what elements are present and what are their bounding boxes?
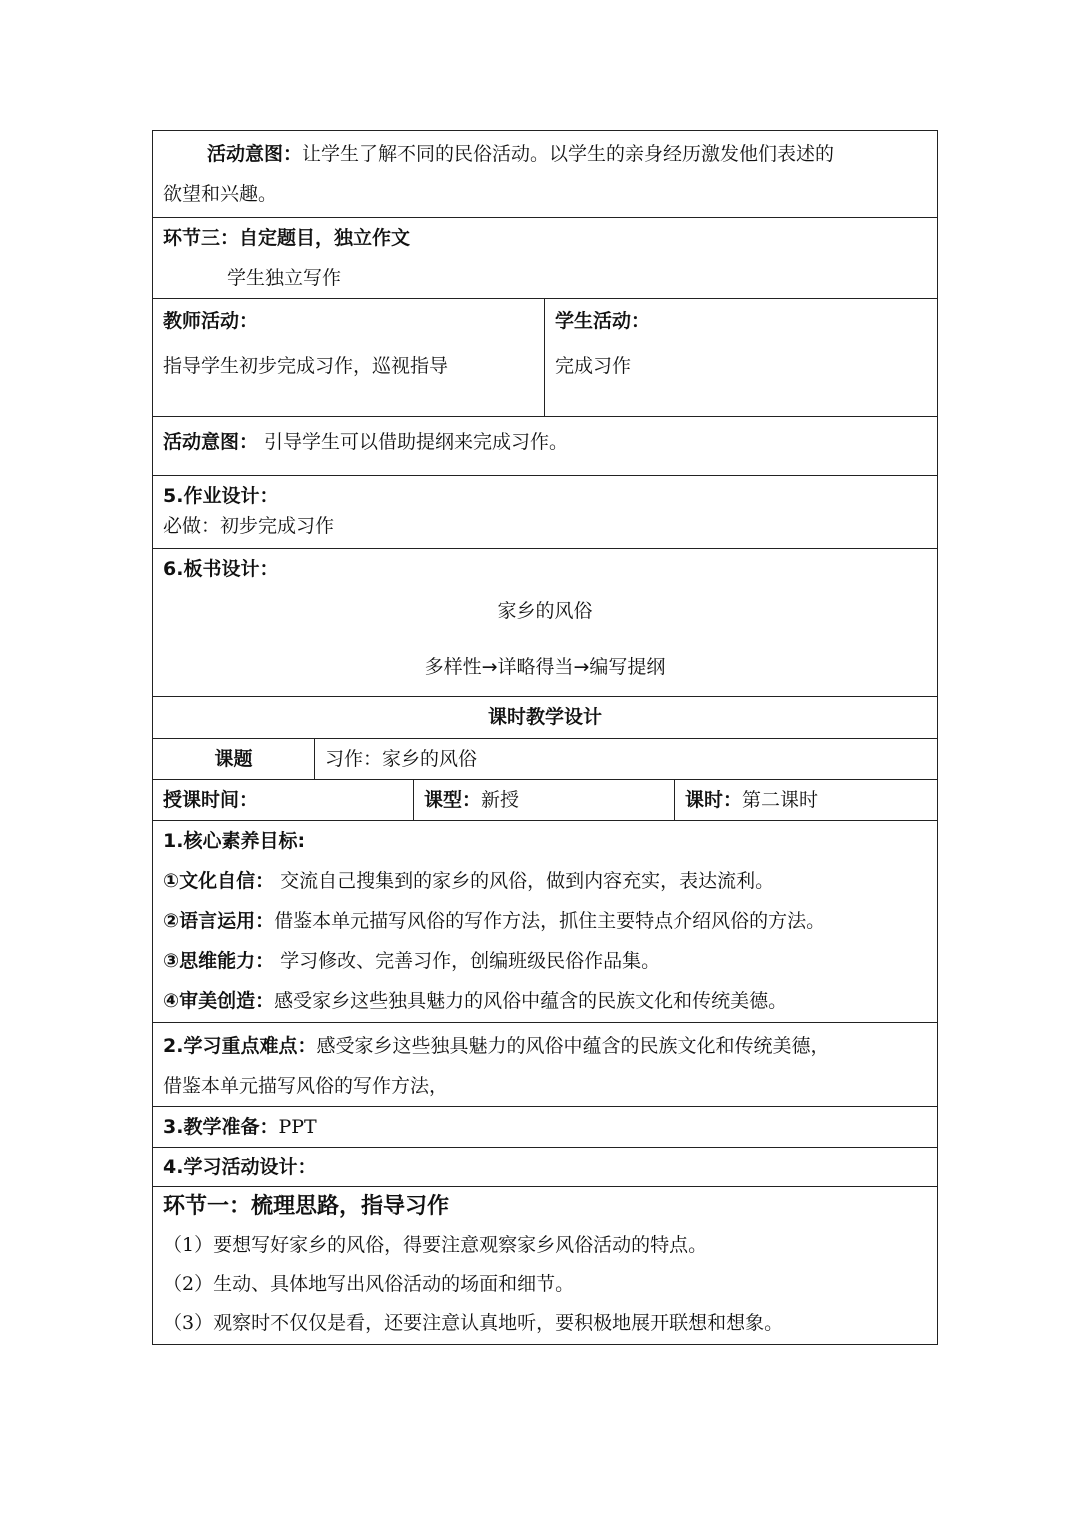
stage-three-row: [153, 218, 938, 299]
activity-intent-row-2: [153, 417, 938, 476]
activity-intent-text-2: 引导学生可以借助提纲来完成习作。: [258, 431, 569, 453]
stage-one-title: 环节一：梳理思路，指导习作: [163, 1194, 450, 1219]
student-activity-text: 完成习作: [555, 355, 632, 377]
stage-one-item-1: （1）要想写好家乡的风俗，得要注意观察家乡风俗活动的特点。: [163, 1234, 708, 1256]
lesson-plan-page: [152, 130, 937, 1345]
board-design-row: [153, 549, 938, 697]
activity-intent-text-cont: 欲望和兴趣。: [163, 183, 278, 205]
teacher-activity-label: 教师活动：: [163, 310, 259, 332]
stage-three-title: 环节三：自定题目，独立作文: [163, 227, 411, 249]
goal-text-2: 借鉴本单元描写风俗的写作方法，抓住主要特点介绍风俗的方法。: [274, 910, 826, 932]
activity-design-row: [153, 1148, 938, 1187]
goal-text-1: 交流自己搜集到的家乡的风俗，做到内容充实，表达流利。: [274, 870, 775, 892]
preparation-text: PPT: [278, 1116, 317, 1138]
topic-value: 习作：家乡的风俗: [315, 739, 938, 780]
core-goals-label: 1.核心素养目标:: [163, 830, 306, 852]
activity-design-label: 4.学习活动设计：: [153, 1148, 938, 1187]
core-goals-row: [153, 821, 938, 1023]
homework-text: 必做：初步完成习作: [163, 515, 335, 537]
teacher-activity-text: 指导学生初步完成习作，巡视指导: [163, 355, 449, 377]
lesson-period-value: 第二课时: [742, 789, 819, 811]
goal-text-4: 感受家乡这些独具魅力的风俗中蕴含的民族文化和传统美德。: [274, 990, 788, 1012]
key-difficulty-text: 感受家乡这些独具魅力的风俗中蕴含的民族文化和传统美德，: [316, 1035, 830, 1057]
goal-label-3: ③思维能力：: [163, 950, 275, 972]
homework-label: 5.作业设计：: [163, 485, 279, 507]
key-difficulty-text-cont: 借鉴本单元描写风俗的写作方法，: [163, 1075, 449, 1097]
homework-row: [153, 476, 938, 549]
preparation-label: 3.教学准备：: [163, 1116, 279, 1138]
activity-intent-label: 活动意图：: [207, 143, 303, 165]
activity-intent-text: 让学生了解不同的民俗活动。以学生的亲身经历激发他们表述的: [302, 143, 835, 165]
lesson-time-label: 授课时间：: [153, 780, 414, 821]
stage-one-item-2: （2）生动、具体地写出风俗活动的场面和细节。: [163, 1273, 575, 1295]
goal-label-2: ②语言运用：: [163, 910, 275, 932]
lesson-design-heading-row: [153, 697, 938, 739]
goal-text-3: 学习修改、完善习作，创编班级民俗作品集。: [274, 950, 661, 972]
lesson-plan-table: [152, 130, 938, 1345]
lesson-design-heading: 课时教学设计: [153, 697, 938, 739]
student-activity-label: 学生活动：: [555, 310, 651, 332]
board-design-label: 6.板书设计：: [163, 558, 279, 580]
stage-one-item-3: （3）观察时不仅仅是看，还要注意认真地听，要积极地展开联想和想象。: [163, 1312, 784, 1334]
key-difficulty-label: 2.学习重点难点：: [163, 1035, 317, 1057]
board-design-title: 家乡的风俗: [497, 600, 593, 622]
board-design-outline: 多样性→详略得当→编写提纲: [424, 656, 666, 678]
lesson-type-label: 课型：: [424, 789, 482, 811]
goal-label-4: ④审美创造：: [163, 990, 275, 1012]
stage-three-sub: 学生独立写作: [227, 267, 342, 289]
topic-label: 课题: [153, 739, 315, 780]
preparation-row: [153, 1107, 938, 1148]
goal-label-1: ①文化自信：: [163, 870, 275, 892]
activities-row: [153, 299, 938, 417]
key-difficulty-row: [153, 1023, 938, 1107]
activity-intent-label-2: 活动意图：: [163, 431, 259, 453]
lesson-type-value: 新授: [481, 789, 520, 811]
activity-intent-row-1: [153, 131, 938, 218]
lesson-period-label: 课时：: [685, 789, 743, 811]
stage-one-row: [153, 1187, 938, 1345]
lesson-info-row: [153, 780, 938, 821]
topic-row: [153, 739, 938, 780]
